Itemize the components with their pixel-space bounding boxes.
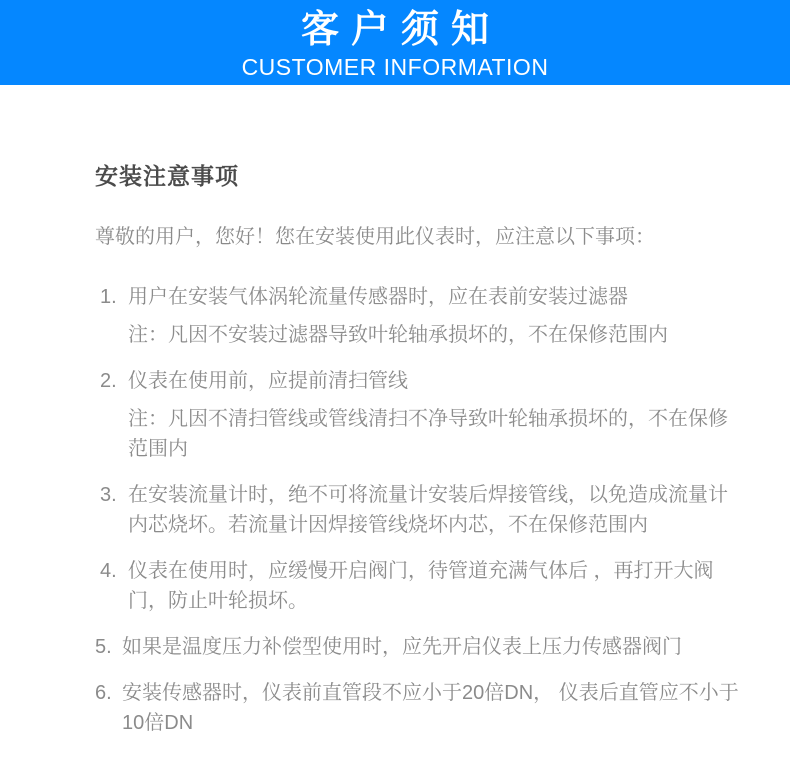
item-number: 1. xyxy=(100,286,117,308)
item-text: 仪表在使用时，应缓慢开启阀门，待管道充满气体后 ，再打开大阀门，防止叶轮损坏。 xyxy=(128,560,714,612)
item-number: 3. xyxy=(100,484,117,506)
list-item xyxy=(95,282,742,350)
item-text: 如果是温度压力补偿型使用时，应先开启仪表上压力传感器阀门 xyxy=(122,636,682,658)
item-body xyxy=(128,282,742,350)
item-note: 注：凡因不清扫管线或管线清扫不净导致叶轮轴承损坏的，不在保修范围内 xyxy=(128,408,728,460)
banner xyxy=(0,0,790,85)
item-text: 安装传感器时，仪表前直管段不应小于20倍DN， 仪表后直管应不小于10倍DN xyxy=(122,682,739,734)
item-text: 仪表在使用前，应提前清扫管线 xyxy=(128,370,408,392)
list-item xyxy=(95,366,742,464)
item-number: 6. xyxy=(95,682,112,704)
item-body xyxy=(128,556,742,616)
item-body xyxy=(122,632,742,662)
list-item xyxy=(95,632,742,662)
item-text: 用户在安装气体涡轮流量传感器时，应在表前安装过滤器 xyxy=(128,286,628,308)
banner-subtitle: CUSTOMER INFORMATION xyxy=(241,53,549,80)
item-number: 4. xyxy=(100,560,117,582)
item-body xyxy=(128,480,742,540)
notice-list xyxy=(95,252,742,738)
item-note: 注：凡因不安装过滤器导致叶轮轴承损坏的，不在保修范围内 xyxy=(128,324,668,346)
content-area xyxy=(0,85,790,738)
banner-title: 客户须知 xyxy=(300,8,501,51)
list-item xyxy=(95,678,742,738)
intro-text: 尊敬的用户，您好！您在安装使用此仪表时，应注意以下事项： xyxy=(95,226,655,248)
list-item xyxy=(95,480,742,540)
item-number: 2. xyxy=(100,370,117,392)
item-number: 5. xyxy=(95,636,112,658)
item-body xyxy=(128,366,742,464)
item-body xyxy=(122,678,742,738)
list-item xyxy=(95,556,742,616)
item-text: 在安装流量计时，绝不可将流量计安装后焊接管线，以免造成流量计内芯烧坏。若流量计因焊接管线烧坏内芯，不在保修范围内 xyxy=(128,484,728,536)
section-heading: 安装注意事项 xyxy=(95,163,239,189)
